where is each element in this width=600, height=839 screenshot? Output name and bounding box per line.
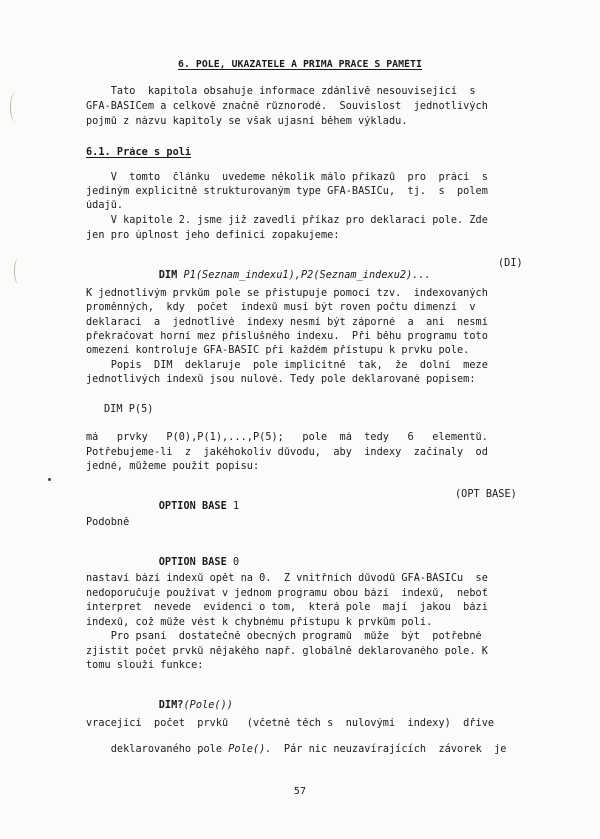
paragraph-line: K jednotlivým prvkům pole se přistupuje pomocí tzv. indexovaných bbox=[86, 288, 488, 299]
paragraph-line: jedné, můžeme použít popisu: bbox=[86, 461, 260, 472]
paragraph-line: indexů, což může vést k chybnému přístupu k prvkům polí. bbox=[86, 617, 433, 628]
intro-line: GFA-BASICem a celkově značně různorodé. Souvislost jednotlivých bbox=[86, 101, 488, 112]
paragraph-line: Popis DIM deklaruje pole implicitně tak, že dolní meze bbox=[86, 360, 488, 371]
option-base-keyword: OPTION BASE bbox=[158, 501, 227, 512]
text-run-italic: Pole(). bbox=[228, 744, 272, 755]
paragraph-line: proměnných, kdy počet indexů musí být roven počtu dimenzí v bbox=[86, 302, 476, 313]
paragraph-line: nedoporučuje používat v jednom programu obou bází indexů, neboť bbox=[86, 588, 488, 599]
paragraph-line: zjistit počet prvků nějakého např. globálně deklarovaného pole. K bbox=[86, 646, 488, 657]
paragraph-line: interpret nevede evidenci o tom, která pole mají jakou bázi bbox=[86, 602, 488, 613]
intro-line: Tato kapitola obsahuje informace zdánlivě nesouvisející s bbox=[86, 86, 476, 97]
paragraph-line: V tomto článku uvedeme několik málo příkazů pro práci s bbox=[86, 172, 488, 183]
scan-margin-mark bbox=[10, 92, 21, 122]
text-run: deklarovaného pole bbox=[110, 744, 229, 755]
paragraph-line: překračovat horní mez příslušného indexu. Při běhu programu toto bbox=[86, 331, 488, 342]
option-base-tag: (OPT BASE) bbox=[455, 489, 517, 500]
option-base-value: 0 bbox=[232, 557, 240, 568]
dimq-keyword: DIM? bbox=[158, 700, 184, 711]
paragraph-line: vracející počet prvků (včetně těch s nulovými indexy) dříve bbox=[86, 718, 495, 729]
paragraph-line: jednotlivých indexů jsou nulové. Tedy pole deklarované popisem: bbox=[86, 374, 476, 385]
paragraph-line: nastaví bázi indexů opět na 0. Z vnitřních důvodů GFA-BASICu se bbox=[86, 573, 488, 584]
scan-margin-mark bbox=[14, 258, 23, 284]
paragraph-line: Potřebujeme-li z jakéhokoliv důvodu, aby indexy začínaly od bbox=[86, 447, 488, 458]
dim-keyword: DIM bbox=[158, 270, 178, 281]
option-base-keyword: OPTION BASE bbox=[158, 557, 227, 568]
paragraph-line: má prvky P(0),P(1),...,P(5); pole má tedy 6 elementů. bbox=[86, 432, 488, 443]
paragraph-line: jediným explicitně strukturovaným type GFA-BASICu, tj. s polem bbox=[86, 186, 488, 197]
section-heading: 6.1. Práce s poli bbox=[86, 147, 192, 158]
paragraph-line: údajů. bbox=[86, 200, 124, 211]
dim-tag: (DI) bbox=[498, 258, 523, 269]
intro-line: pojmů z názvu kapitoly se však ujasní během výkladu. bbox=[86, 116, 408, 127]
paragraph-line: omezení kontroluje GFA-BASIC při každém přístupu k prvku pole. bbox=[86, 345, 470, 356]
option-base-value: 1 bbox=[232, 501, 240, 512]
paragraph-line: jen pro úplnost jeho definici zopakujeme: bbox=[86, 230, 340, 241]
page-number: 57 bbox=[293, 786, 307, 797]
dimq-arguments: (Pole()) bbox=[183, 700, 233, 711]
paragraph-line: Podobně bbox=[86, 517, 130, 528]
text-run: Pár nic neuzavírajících závorek je bbox=[271, 744, 507, 755]
chapter-title: 6. POLE, UKAZATELE A PŘÍMÁ PRÁCE S PAMĚTÍ bbox=[178, 59, 422, 70]
paragraph-line: deklaraci a jednotlivé indexy nesmí být záporné a ani nesmí bbox=[86, 317, 488, 328]
paragraph-line: Pro psaní dostatečně obecných programů může být potřebné bbox=[86, 631, 482, 642]
paragraph-line: V kapitole 2. jsme již zavedli příkaz pro deklaraci pole. Zde bbox=[86, 215, 488, 226]
dim-example: DIM P(5) bbox=[104, 404, 154, 415]
scan-speck bbox=[48, 478, 51, 481]
paragraph-line: tomu slouží funkce: bbox=[86, 660, 204, 671]
dim-arguments: P1(Seznam_indexu1),P2(Seznam_indexu2)... bbox=[183, 270, 431, 281]
paragraph-line bbox=[86, 732, 546, 768]
